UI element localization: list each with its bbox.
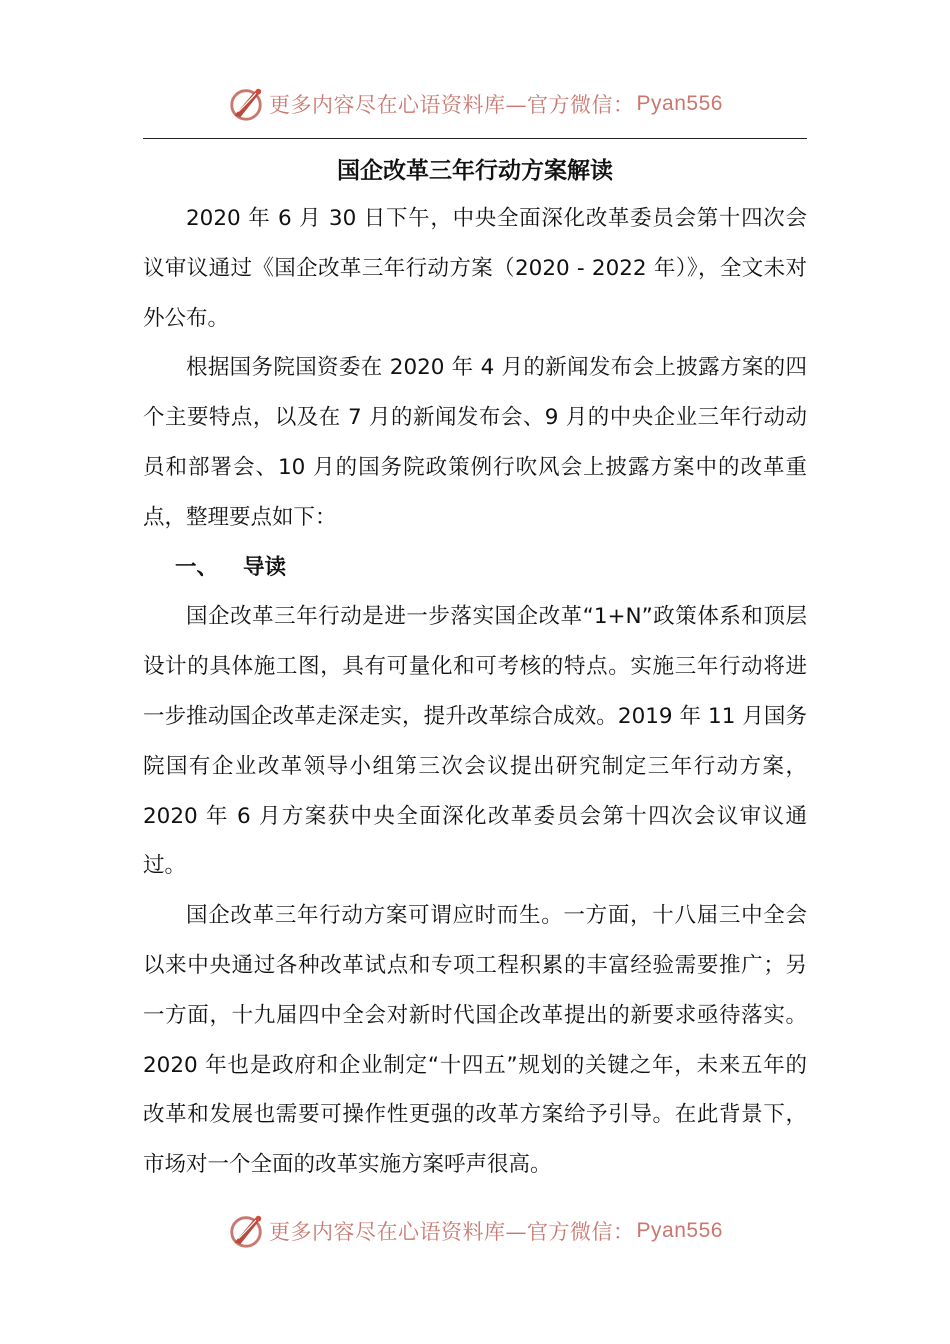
watermark-contact-text: Pyan556 <box>636 92 723 115</box>
watermark-brand-text: 更多内容尽在心语资料库—官方微信： <box>269 93 635 117</box>
header-watermark <box>0 82 950 126</box>
section-heading-1 <box>143 543 807 593</box>
header-divider <box>143 138 807 139</box>
paragraph-intro-2: 根据国务院国资委在 2020 年 4 月的新闻发布会上披露方案的四个主要特点，以及在 7 月的新闻发布会、9 月的中央企业三年行动动员和部署会、10 月的国务院政策例行吹风会上披露方案中的改革重点，整理要点如下： <box>143 355 807 530</box>
section-title: 导读 <box>243 554 287 580</box>
section-number: 一、 <box>175 554 219 580</box>
paragraph-intro-1: 2020 年 6 月 30 日下午，中央全面深化改革委员会第十四次会议审议通过《国企改革三年行动方案（2020 - 2022 年）》，全文未对外公布。 <box>143 206 807 331</box>
paragraph-section1-2: 国企改革三年行动方案可谓应时而生。一方面，十八届三中全会以来中央通过各种改革试点和专项工程积累的丰富经验需要推广；另一方面，十九届四中全会对新时代国企改革提出的新要求亟待落实。2020 年也是政府和企业制定“十四五”规划的关键之年，未来五年的改革和发展也需要可操作性更强的改革方案给予引导。在此背景下，市场对一个全面的改革实施方案呼声很高。 <box>143 903 807 1178</box>
quill-logo-icon <box>227 1212 265 1250</box>
paragraph-section1-1: 国企改革三年行动是进一步落实国企改革“1+N”政策体系和顶层设计的具体施工图，具有可量化和可考核的特点。实施三年行动将进一步推动国企改革走深走实，提升改革综合成效。2019 年 11 月国务院国有企业改革领导小组第三次会议提出研究制定三年行动方案，2020 年 6 月方案获中央全面深化改革委员会第十四次会议审议通过。 <box>143 604 807 879</box>
quill-logo-icon <box>227 85 265 123</box>
watermark-brand-text: 更多内容尽在心语资料库—官方微信： <box>269 1220 635 1244</box>
document-body <box>143 148 807 1190</box>
document-title: 国企改革三年行动方案解读 <box>337 158 613 184</box>
footer-watermark <box>0 1209 950 1253</box>
watermark-contact-text: Pyan556 <box>636 1219 723 1242</box>
